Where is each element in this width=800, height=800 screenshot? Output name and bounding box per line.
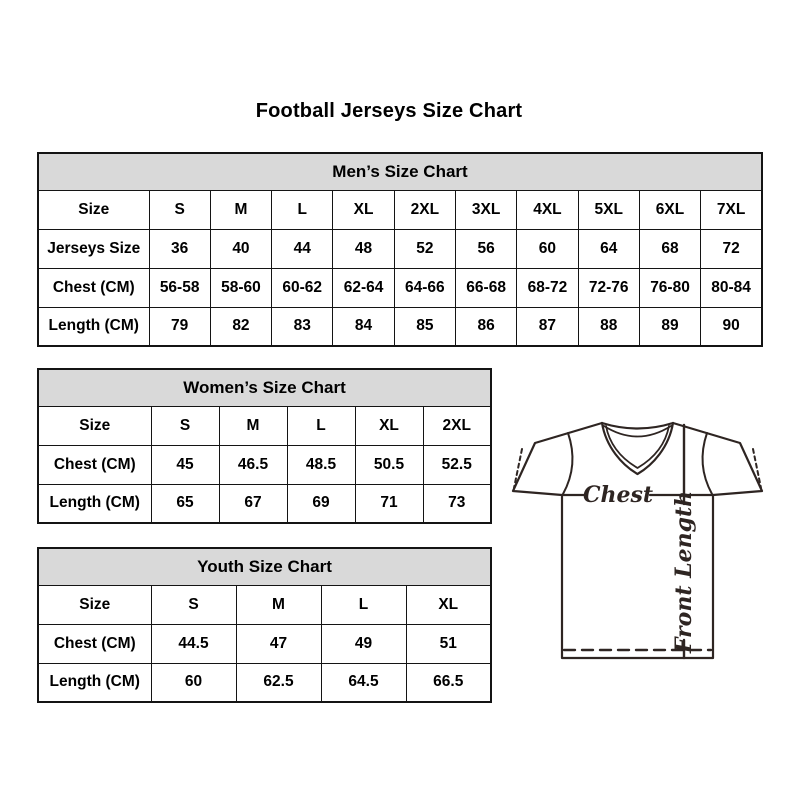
row-label-cell: Size	[38, 406, 151, 445]
value-cell: L	[272, 190, 333, 229]
value-cell: 4XL	[517, 190, 578, 229]
value-cell: 73	[423, 484, 491, 523]
table-row	[38, 585, 491, 624]
value-cell: 36	[149, 229, 210, 268]
table-row	[38, 268, 762, 307]
value-cell: 5XL	[578, 190, 639, 229]
table-title-row	[38, 153, 762, 190]
value-cell: 85	[394, 307, 455, 346]
value-cell: 68-72	[517, 268, 578, 307]
value-cell: 82	[210, 307, 271, 346]
value-cell: 64-66	[394, 268, 455, 307]
value-cell: 62.5	[236, 663, 321, 702]
value-cell: 89	[639, 307, 700, 346]
value-cell: 90	[701, 307, 762, 346]
value-cell: 67	[219, 484, 287, 523]
youth-size-table	[37, 547, 492, 703]
value-cell: 49	[321, 624, 406, 663]
row-label-cell: Size	[38, 585, 151, 624]
value-cell: 60	[517, 229, 578, 268]
value-cell: 69	[287, 484, 355, 523]
value-cell: 51	[406, 624, 491, 663]
table-row	[38, 484, 491, 523]
value-cell: 79	[149, 307, 210, 346]
value-cell: 72	[701, 229, 762, 268]
table-title-row	[38, 369, 491, 406]
value-cell: 87	[517, 307, 578, 346]
row-label-cell: Length (CM)	[38, 663, 151, 702]
value-cell: S	[151, 585, 236, 624]
value-cell: L	[287, 406, 355, 445]
table-title-row	[38, 548, 491, 585]
value-cell: 72-76	[578, 268, 639, 307]
value-cell: 6XL	[639, 190, 700, 229]
value-cell: 71	[355, 484, 423, 523]
value-cell: S	[149, 190, 210, 229]
value-cell: 84	[333, 307, 394, 346]
page-title: Football Jerseys Size Chart	[255, 100, 523, 122]
value-cell: 86	[455, 307, 516, 346]
value-cell: M	[236, 585, 321, 624]
youth-table-title: Youth Size Chart	[38, 548, 491, 585]
value-cell: 52.5	[423, 445, 491, 484]
value-cell: 46.5	[219, 445, 287, 484]
row-label-cell: Chest (CM)	[38, 445, 151, 484]
table-row	[38, 406, 491, 445]
row-label-cell: Chest (CM)	[38, 268, 149, 307]
value-cell: 50.5	[355, 445, 423, 484]
table-row	[38, 190, 762, 229]
value-cell: 64	[578, 229, 639, 268]
table-row	[38, 663, 491, 702]
value-cell: 66.5	[406, 663, 491, 702]
table-row	[38, 229, 762, 268]
value-cell: 88	[578, 307, 639, 346]
value-cell: 56-58	[149, 268, 210, 307]
row-label-cell: Size	[38, 190, 149, 229]
value-cell: M	[210, 190, 271, 229]
value-cell: 44.5	[151, 624, 236, 663]
value-cell: M	[219, 406, 287, 445]
value-cell: 76-80	[639, 268, 700, 307]
value-cell: 47	[236, 624, 321, 663]
value-cell: 62-64	[333, 268, 394, 307]
jersey-measurement-diagram	[500, 400, 770, 680]
sleeve-seam-right	[703, 433, 712, 494]
value-cell: 64.5	[321, 663, 406, 702]
value-cell: L	[321, 585, 406, 624]
row-label-cell: Chest (CM)	[38, 624, 151, 663]
value-cell: 80-84	[701, 268, 762, 307]
front-length-label: Front Length	[671, 490, 697, 654]
sleeve-seam-left	[563, 433, 572, 494]
row-label-cell: Jerseys Size	[38, 229, 149, 268]
value-cell: 44	[272, 229, 333, 268]
value-cell: 48	[333, 229, 394, 268]
table-row	[38, 445, 491, 484]
value-cell: 60	[151, 663, 236, 702]
row-label-cell: Length (CM)	[38, 484, 151, 523]
value-cell: XL	[355, 406, 423, 445]
jersey-outline	[513, 423, 762, 658]
mens-table-title: Men’s Size Chart	[38, 153, 762, 190]
value-cell: 45	[151, 445, 219, 484]
chest-label: Chest	[582, 482, 654, 508]
value-cell: 65	[151, 484, 219, 523]
value-cell: S	[151, 406, 219, 445]
row-label-cell: Length (CM)	[38, 307, 149, 346]
table-row	[38, 307, 762, 346]
womens-table-title: Women’s Size Chart	[38, 369, 491, 406]
value-cell: 83	[272, 307, 333, 346]
value-cell: XL	[333, 190, 394, 229]
value-cell: 3XL	[455, 190, 516, 229]
value-cell: 52	[394, 229, 455, 268]
value-cell: 7XL	[701, 190, 762, 229]
value-cell: 66-68	[455, 268, 516, 307]
value-cell: 56	[455, 229, 516, 268]
value-cell: 2XL	[423, 406, 491, 445]
value-cell: 58-60	[210, 268, 271, 307]
womens-size-table	[37, 368, 492, 524]
value-cell: 2XL	[394, 190, 455, 229]
mens-size-table	[37, 152, 763, 347]
value-cell: 68	[639, 229, 700, 268]
value-cell: 48.5	[287, 445, 355, 484]
value-cell: XL	[406, 585, 491, 624]
value-cell: 60-62	[272, 268, 333, 307]
value-cell: 40	[210, 229, 271, 268]
table-row	[38, 624, 491, 663]
collar-back-line	[602, 423, 673, 429]
